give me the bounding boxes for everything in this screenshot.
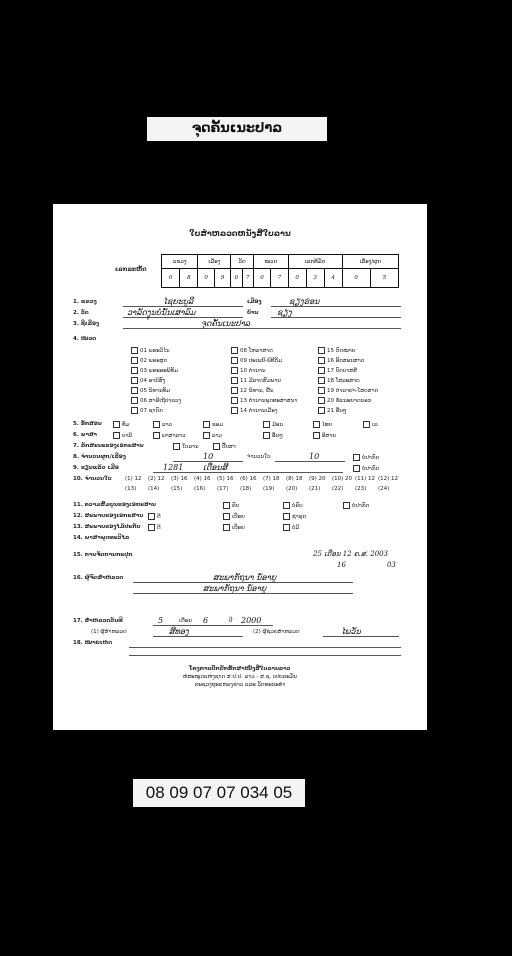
section8-note: ບໍ່ປາກົດ	[353, 454, 379, 462]
section14-label: 14. ພາສາພຸດທະວິໄລ	[73, 535, 130, 541]
surveyor2-label: (2) ຜູ້ຊ່ວຍສຳຫລວດ	[253, 629, 300, 635]
section5-option-6: ເລ	[363, 421, 378, 429]
code-digit: 0	[231, 269, 242, 288]
page-count-cell: (6) 16	[240, 476, 257, 482]
section7-option-2: ປັ໊ບສາ	[213, 443, 236, 451]
category-item: 13 ຕຳນານພຸດທະສາສນາ	[231, 397, 297, 405]
section17-day: 5	[158, 616, 164, 625]
section13-option-3: ບໍ່ມີ	[283, 524, 299, 532]
section12-option-2: ເປື່ອຍ	[223, 513, 245, 521]
section5-option-2: ລາວ	[153, 421, 172, 429]
section8-value: 10	[203, 452, 214, 461]
section17-year: 2000	[241, 616, 262, 625]
section6-option-5: ອີສານ	[313, 432, 336, 440]
category-item: 06 ສາຣີເຖີປາລວງ	[131, 397, 181, 405]
section17-month: 6	[203, 616, 209, 625]
section17-year-label: ປີ	[229, 618, 233, 624]
footer-line-2: ຫໍສະໝຸດແຫ່ງຊາດ ສ.ປ.ປ. ລາວ - ສ.ຊ. ເຢຍລະມັນ	[182, 674, 298, 680]
section12-label: 12. ສະພາບຂອງເອກະສານ	[73, 513, 144, 519]
section5-option-3: ຂອມ	[203, 421, 223, 429]
section17-month-label: ເດືອນ	[179, 618, 192, 624]
section11-option-2: ບໍ່ຄົບ	[283, 502, 303, 510]
page-count-cell: (1) 12	[125, 476, 142, 482]
section9-month: ເດືອນສີ	[203, 463, 228, 472]
row1-value: ໄຊຍະບູລີ	[163, 297, 194, 306]
section13-option-1: ດີ	[148, 524, 161, 532]
page-count-cell: (17)	[217, 486, 229, 492]
page-count-cell: (23)	[355, 486, 367, 492]
category-item: 17 ບົດບາສສີ	[318, 367, 357, 375]
section15-label: 15. ການຈັດການກະປຸກ	[73, 552, 133, 558]
row1-sub-value: ຊຽງຮ່ອນ	[289, 297, 320, 306]
section5-option-1: ທັມ	[113, 421, 129, 429]
section7-option-1: ໃບລານ	[173, 443, 199, 451]
page-count-cell: (7) 18	[263, 476, 280, 482]
category-item: 12 ນິທານ, ພື້ນ	[231, 387, 273, 395]
code-header-fascicle: ເລື່ອງ/ຜູກ	[342, 255, 398, 269]
section9-label: 9. ຂຽນແລ້ວ ເມື່ອ	[73, 465, 119, 471]
category-item: 16 ອັກສອນສາດ	[318, 357, 364, 365]
page-count-cell: (20)	[286, 486, 298, 492]
section9-note: ບໍ່ປາກົດ	[353, 465, 379, 473]
code-digit: 0	[162, 269, 180, 288]
footer-line-1: ໂຄງການປົກປັກຮັກສາໜັງສືໃບລານລາວ	[189, 666, 291, 672]
page-count-cell: (13)	[125, 486, 137, 492]
row3-label: 3. ຊື່ເລື່ອງ	[73, 321, 100, 327]
form-title: ໃບສຳຫລວດຫນັງສືໃບລານ	[189, 229, 291, 238]
section6-option-4: ອື່ນໆ	[263, 432, 283, 440]
section8-sub-label: ຈຳນວນໃບ	[247, 454, 271, 460]
code-digit: 9	[214, 269, 230, 288]
page-count-cell: (3) 16	[171, 476, 188, 482]
code-digit: 0	[288, 269, 306, 288]
section8-label: 8. ຈຳນວນຜູກ/ເລື່ອງ	[73, 454, 126, 460]
code-header-bundle: ເລກທີມັດ	[288, 255, 342, 269]
code-digit: 8	[180, 269, 198, 288]
page-count-cell: (24)	[378, 486, 390, 492]
category-item: 10 ຕຳນານ	[231, 367, 265, 375]
row2-sub-label: ບ້ານ	[247, 310, 259, 316]
section6-option-1: ບາລີ	[113, 432, 132, 440]
category-item: 03 ພຣະອະພິທັມ	[131, 367, 178, 375]
code-header-category: ໝວດ	[253, 255, 288, 269]
category-item: 20 ຂໍ້ແນະຍາດນອກ	[318, 397, 371, 405]
section18-label: 18. ໝາຍເຫດ	[73, 640, 113, 646]
page-count-cell: (11) 12	[355, 476, 376, 482]
category-item: 08 ໂຫລາສາດ	[231, 347, 273, 355]
section11-option-3: ບໍ່ປາກົດ	[343, 502, 369, 510]
section7-label: 7. ລັກສະນະຂອງເອກະສານ	[73, 443, 144, 449]
code-digit: 5	[370, 269, 398, 288]
section15-num2: 03	[387, 561, 396, 569]
page-count-cell: (2) 12	[148, 476, 165, 482]
page-count-cell: (22)	[332, 486, 344, 492]
category-item: 15 ກົດໝາຍ	[318, 347, 356, 355]
section4-label: 4. ໝວດ	[73, 336, 97, 342]
category-item: 21 ອື່ນໆ	[318, 407, 347, 415]
code-digit: 7	[271, 269, 288, 288]
row1-sub-label: ເມືອງ	[247, 299, 262, 305]
row2-sub-value: ຊຽງ	[277, 308, 292, 317]
code-digit: 0	[253, 269, 270, 288]
section12-option-1: ດີ	[148, 513, 161, 521]
surveyor-label: (1) ຜູ້ສຳຫລວດ	[91, 629, 127, 635]
section16-value: ສະພາກັຖນາ ນໍ້ອາຍູ	[213, 573, 277, 582]
category-item: 04 ອານິສົງ	[131, 377, 165, 385]
page-count-cell: (9) 20	[309, 476, 326, 482]
page-count-cell: (10) 20	[332, 476, 353, 482]
section15-num: 16	[337, 561, 346, 569]
code-header-province: ແຂວງ	[162, 255, 198, 269]
page-count-cell: (19)	[263, 486, 275, 492]
section9-year: 1281	[163, 463, 184, 472]
section13-label: 13. ສະພາບຂອງໄມ້ປະກັບ	[73, 524, 141, 530]
page-count-cell: (14)	[148, 486, 160, 492]
page-count-cell: (5) 16	[217, 476, 234, 482]
category-item: 11 ມີລາດສົມພານ	[231, 377, 281, 385]
top-title-label: ຈຸດຄັ້ນເນະປາລ	[147, 117, 327, 141]
page-count-cell: (8) 18	[286, 476, 303, 482]
survey-form-page	[53, 204, 427, 730]
section6-option-2: ພາສາລາວ	[153, 432, 186, 440]
section15-date: 25 ເດືອນ 12 ຄ.ສ. 2003	[313, 550, 389, 558]
code-label: ເລກລະຫັດ	[115, 266, 147, 273]
section10-label: 10. ຈຳນວນໃບ	[73, 476, 112, 482]
code-header-temple: ວັດ	[231, 255, 254, 269]
section5-option-4: ມ້ອນ	[263, 421, 283, 429]
surveyor2-name: ໄພວັນ	[341, 627, 361, 636]
section5-option-5: ໄທຍ	[313, 421, 332, 429]
category-item: 14 ຕຳນານເມືອງ	[231, 407, 278, 415]
section17-label: 17. ສຳຫລວດວັນທີ	[73, 618, 123, 624]
section6-option-3: ລາວ	[203, 432, 222, 440]
code-digit: 3	[306, 269, 324, 288]
code-digit: 7	[242, 269, 253, 288]
section11-label: 11. ຄວາມສົມບູນຂອງເອກະສານ	[73, 502, 156, 508]
category-item: 09 ປະເພນີ-ພິທີກັມ	[231, 357, 282, 365]
section12-option-3: ຊຳຮຸດ	[283, 513, 306, 521]
page-count-cell: (12) 12	[378, 476, 399, 482]
code-digit: 0	[342, 269, 370, 288]
category-item: 18 ໂສລະສາດ	[318, 377, 360, 385]
row3-value: ຈຸດຄັ້ນເນະປາລ	[201, 319, 250, 328]
page-count-cell: (16)	[194, 486, 206, 492]
code-header-district: ເມືອງ	[198, 255, 231, 269]
category-item: 01 ພຣະວິໄນ	[131, 347, 170, 355]
category-item: 07 ຊາດົກ	[131, 407, 163, 415]
code-digit: 4	[324, 269, 342, 288]
row2-value: ວາລັດງູນບໍ່ນັ້ນເສາລົມ	[127, 308, 196, 317]
footer-line-3: ກະຊວງຖະແຫລງຂ່າວ ແລະ ວັດທະນະທຳ	[194, 682, 286, 688]
page-count-cell: (4) 16	[194, 476, 211, 482]
section6-label: 6. ພາສາ	[73, 432, 97, 438]
row2-label: 2. ວັດ	[73, 310, 89, 316]
page-count-cell: (18)	[240, 486, 252, 492]
section8-sub-value: 10	[309, 452, 320, 461]
surveyor-name: ສີທອງ	[169, 627, 189, 636]
section16-label: 16. ຜູ້ຈົດສຳຫລວດ	[73, 575, 124, 581]
row1-label: 1. ແຂວງ	[73, 299, 97, 305]
page-count-cell: (15)	[171, 486, 183, 492]
section5-label: 5. ອັກສອນ	[73, 421, 102, 427]
page-count-cell: (21)	[309, 486, 321, 492]
section13-option-2: ເປື່ອຍ	[223, 524, 245, 532]
category-item: 02 ພຣະສູດ	[131, 357, 167, 365]
code-digit: 0	[198, 269, 214, 288]
section16-value2: ສະພາກັຖນາ ນໍ້ອາຍູ	[203, 584, 267, 593]
code-table	[161, 254, 399, 288]
section11-option-1: ຄົບ	[223, 502, 239, 510]
category-item: 19 ດຳລາຢາ-ໂສດສາດ	[318, 387, 378, 395]
bottom-code-label: 08 09 07 07 034 05	[133, 779, 305, 807]
category-item: 05 ນິທານທັມ	[131, 387, 170, 395]
